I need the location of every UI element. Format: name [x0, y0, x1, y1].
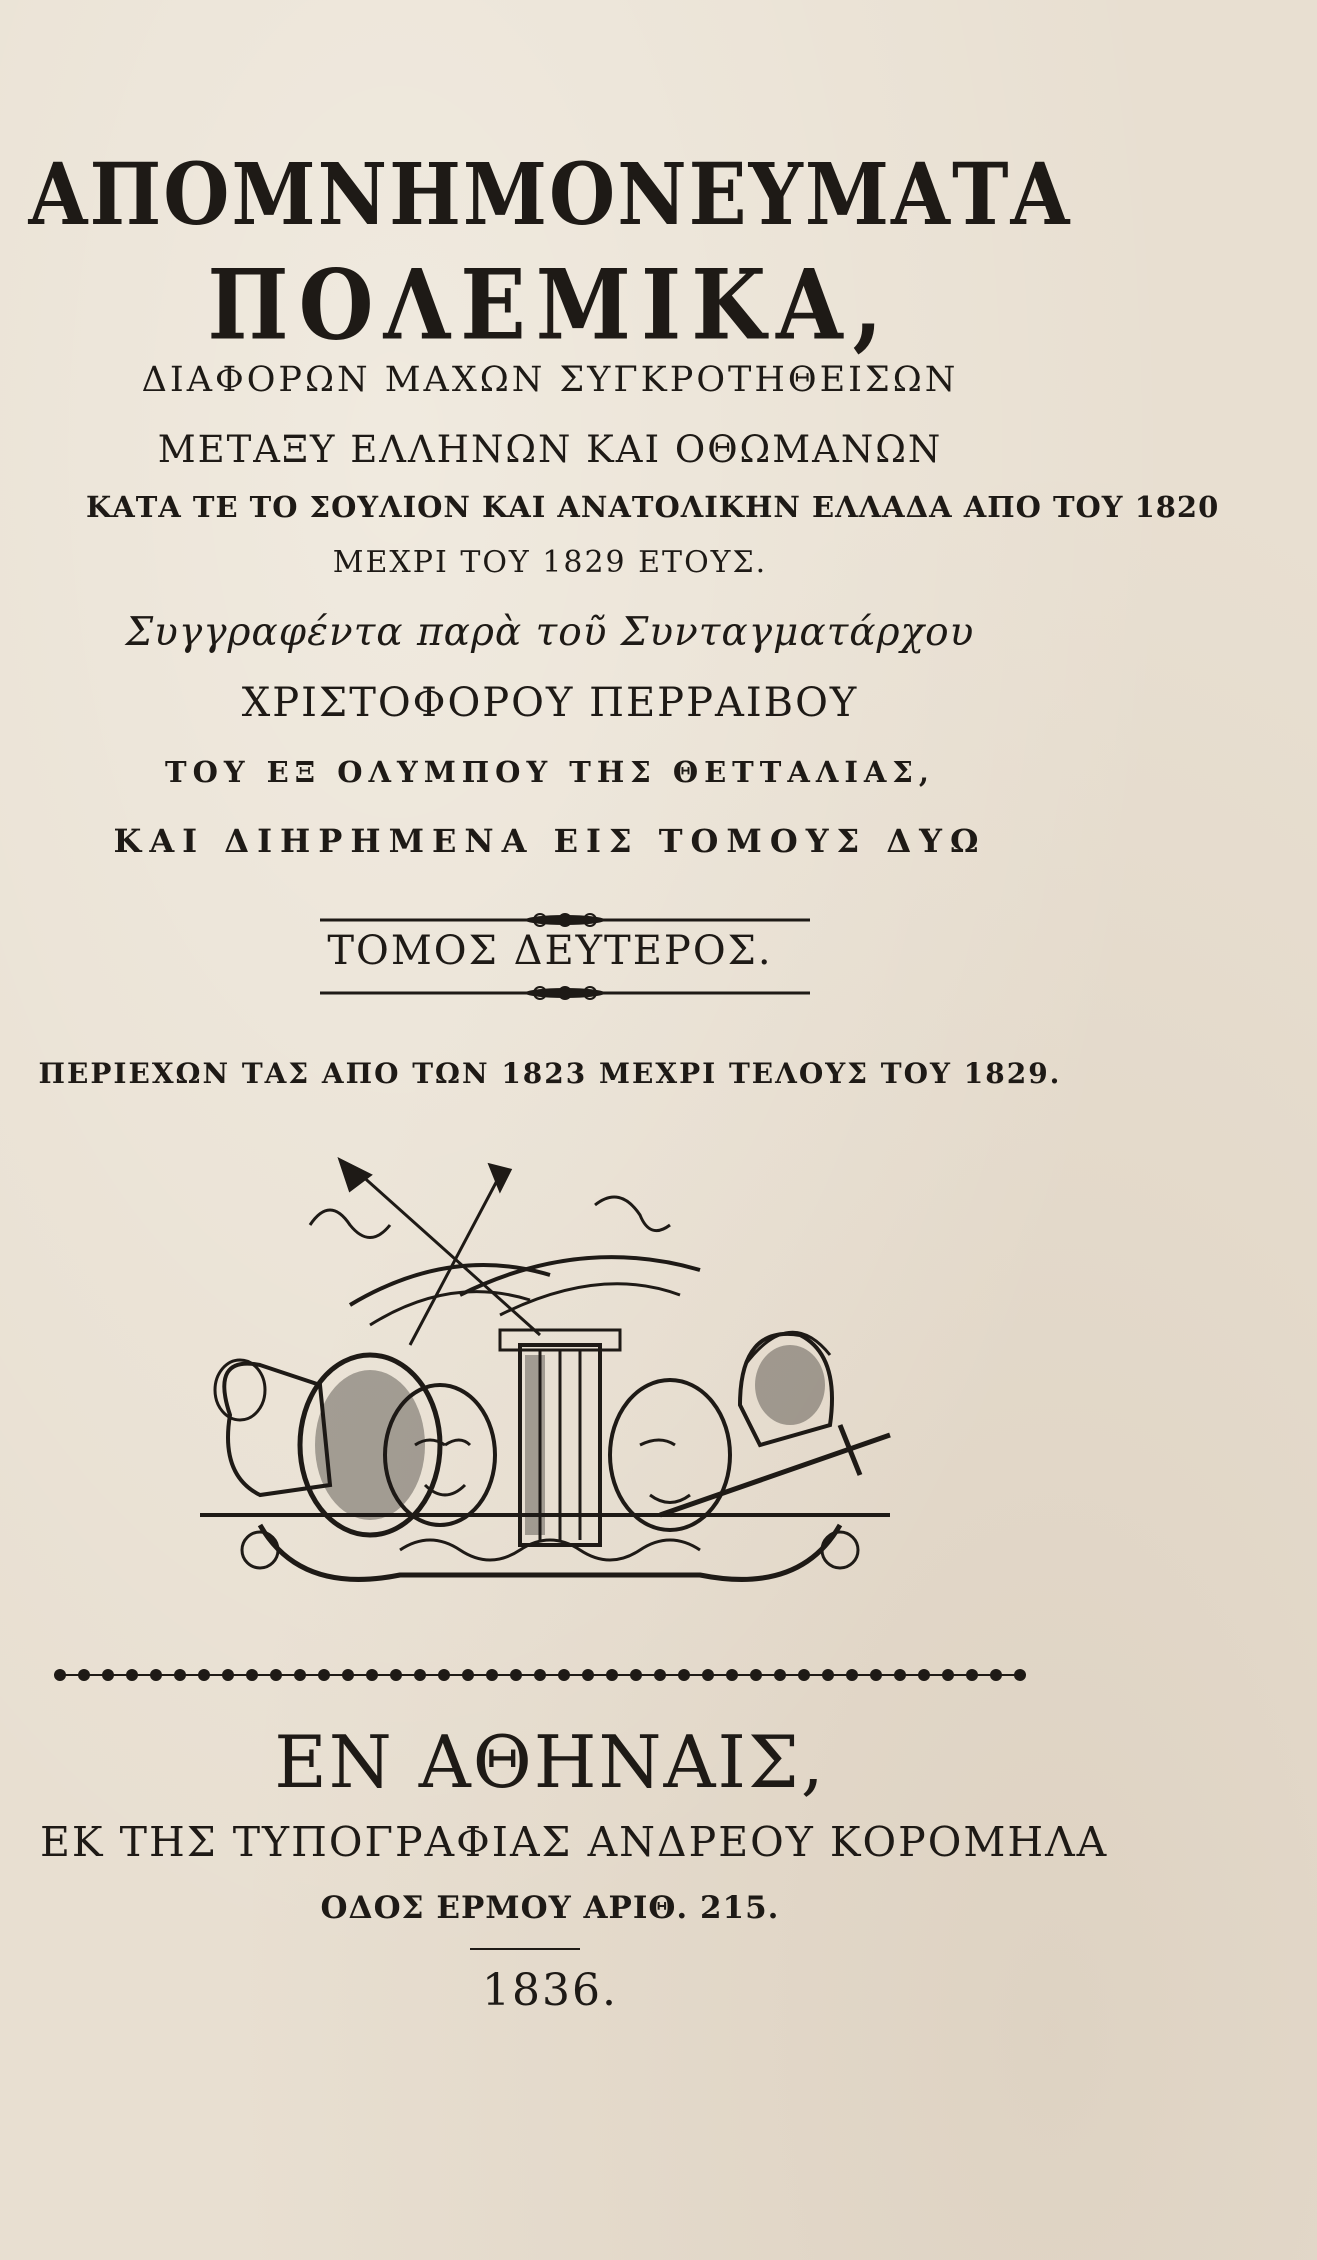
dotted-ornamental-rule	[50, 1662, 1030, 1688]
subtitle-line1: ΔΙΑΦΟΡΩΝ ΜΑΧΩΝ ΣΥΓΚΡΟΤΗΘΕΙΣΩΝ	[141, 360, 959, 400]
main-title-line2: ΠΟΛΕΜΙΚΑ,	[207, 248, 893, 363]
imprint-year: 1836.	[482, 1965, 618, 2016]
volume-label: ΤΟΜΟΣ ΔΕΥΤΕΡΟΣ.	[327, 928, 773, 974]
subtitle-line3: ΚΑΤΑ ΤΕ ΤΟ ΣΟΥΛΙΟΝ ΚΑΙ ΑΝΑΤΟΛΙΚΗΝ ΕΛΛΑΔΑ ΑΠΟ ΤΟΥ 1820	[86, 490, 1220, 524]
author-name: ΧΡΙΣΤΟΦΟΡΟΥ ΠΕΡΡΑΙΒΟΥ	[241, 680, 859, 726]
volumes-note: ΚΑΙ ΔΙΗΡΗΜΕΝΑ ΕΙΣ ΤΟΜΟΥΣ ΔΥΩ	[113, 822, 987, 860]
main-title-line1: ΑΠΟΜΝΗΜΟΝΕΥΜΑΤΑ	[28, 144, 1072, 245]
author-intro: Συγγραφέντα παρὰ τοῦ Συνταγματάρχου	[125, 610, 975, 655]
imprint-place: ΕΝ ΑΘΗΝΑΙΣ,	[274, 1720, 826, 1804]
subtitle-line2: ΜΕΤΑΞΥ ΕΛΛΗΝΩΝ ΚΑΙ ΟΘΩΜΑΝΩΝ	[157, 428, 943, 471]
contents-note: ΠΕΡΙΕΧΩΝ ΤΑΣ ΑΠΟ ΤΩΝ 1823 ΜΕΧΡΙ ΤΕΛΟΥΣ ΤΟΥ 1829.	[38, 1057, 1062, 1090]
lower-ornamental-rule	[315, 978, 815, 1008]
subtitle-line4: ΜΕΧΡΙ ΤΟΥ 1829 ΕΤΟΥΣ.	[332, 545, 768, 580]
imprint-address: ΟΔΟΣ ΕΡΜΟΥ ΑΡΙΘ. 215.	[320, 1890, 780, 1926]
imprint-printer: ΕΚ ΤΗΣ ΤΥΠΟΓΡΑΦΙΑΣ ΑΝΔΡΕΟΥ ΚΟΡΟΜΗΛΑ	[40, 1818, 1109, 1866]
year-rule	[470, 1946, 580, 1952]
author-origin: ΤΟΥ ΕΞ ΟΛΥΜΠΟΥ ΤΗΣ ΘΕΤΤΑΛΙΑΣ,	[164, 755, 936, 789]
trophy-of-arms-engraving-icon	[200, 1155, 900, 1605]
